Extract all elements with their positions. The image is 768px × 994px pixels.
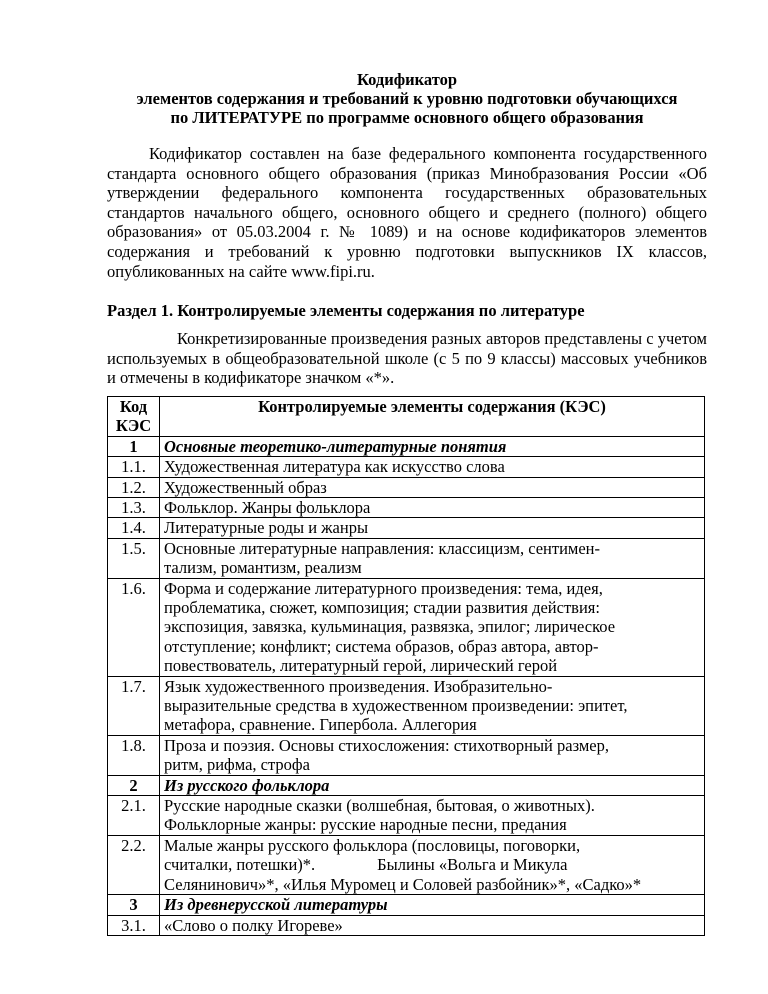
row-text-fragment: считалки, потешки)*.	[164, 855, 316, 875]
row-text: Основные теоретико-литературные понятия	[160, 436, 705, 456]
table-row	[108, 915, 705, 935]
table-row	[108, 578, 705, 676]
header-code	[108, 396, 160, 436]
row-text	[160, 735, 705, 775]
row-text-line: Малые жанры русского фольклора (пословицы, поговорки,	[164, 835, 581, 855]
row-code: 3	[108, 895, 160, 915]
row-text-fragment: Былины «Вольга и Микула	[377, 855, 568, 875]
row-text: Фольклор. Жанры фольклора	[160, 497, 705, 517]
document-heading	[107, 70, 707, 127]
table-row	[108, 497, 705, 517]
header-code-line-1: Код	[119, 396, 148, 416]
row-code: 2.1.	[108, 796, 160, 836]
row-text	[160, 796, 705, 836]
row-text: Из древнерусской литературы	[160, 895, 705, 915]
row-code: 1.5.	[108, 538, 160, 578]
row-text: Художественный образ	[160, 477, 705, 497]
row-code: 2	[108, 775, 160, 795]
row-text-line: тализм, романтизм, реализм	[164, 558, 362, 578]
table-row	[108, 895, 705, 915]
table-row	[108, 775, 705, 795]
row-text-line: метафора, сравнение. Гипербола. Аллегория	[164, 715, 477, 735]
row-text	[160, 538, 705, 578]
row-text-line: Основные литературные направления: классицизм, сентимен-	[164, 538, 601, 558]
table-row	[108, 436, 705, 456]
row-text: Художественная литература как искусство слова	[160, 457, 705, 477]
table-row	[108, 457, 705, 477]
row-code: 1.6.	[108, 578, 160, 676]
table-row	[108, 676, 705, 735]
row-code: 1.7.	[108, 676, 160, 735]
row-code: 1.1.	[108, 457, 160, 477]
row-text-line: повествователь, литературный герой, лирический герой	[164, 656, 558, 676]
row-text-line: отступление; конфликт; система образов, образ автора, автор-	[164, 636, 599, 656]
kes-table	[107, 396, 705, 936]
row-text-line: экспозиция, завязка, кульминация, развязка, эпилог; лирическое	[164, 617, 616, 637]
intro-paragraph	[107, 144, 707, 281]
row-text: Литературные роды и жанры	[160, 518, 705, 538]
table-row	[108, 477, 705, 497]
heading-line-2: элементов содержания и требований к уровню подготовки обучающихся	[136, 89, 678, 108]
table-row	[108, 835, 705, 894]
row-text-line: Русские народные сказки (волшебная, бытовая, о животных).	[164, 796, 595, 816]
row-text	[160, 835, 705, 894]
table-header-row	[108, 396, 705, 436]
row-code: 1	[108, 436, 160, 456]
row-text-line: ритм, рифма, строфа	[164, 755, 310, 775]
note-paragraph	[107, 329, 707, 388]
document-page	[107, 70, 707, 936]
row-text-line	[164, 855, 704, 874]
heading-line-3: по ЛИТЕРАТУРЕ по программе основного общего образования	[170, 108, 644, 127]
intro-text: Кодификатор составлен на базе федерального компонента государственного стандарта основного общего образования (приказ Минобразования России «Об утверждении федерального компонента государственных образовательных стандартов начального общего, основного общего и среднего (полного) общего образования» от 05.03.2004 г. № 1089) и на основе кодификаторов элементов содержания и требований к уровню подготовки выпускников IX классов, опубликованных на сайте www.fipi.ru.	[107, 144, 707, 281]
row-code: 1.3.	[108, 497, 160, 517]
row-text-line: Проза и поэзия. Основы стихосложения: стихотворный размер,	[164, 735, 609, 755]
row-code: 1.8.	[108, 735, 160, 775]
header-content: Контролируемые элементы содержания (КЭС)	[160, 396, 705, 436]
header-code-line-2: КЭС	[115, 416, 152, 436]
row-text: «Слово о полку Игореве»	[160, 915, 705, 935]
note-text: Конкретизированные произведения разных авторов представлены с учетом используемых в общеобразовательной школе (с 5 по 9 классы) массовых учебников и отмечены в кодификаторе значком «*».	[107, 329, 707, 388]
row-text	[160, 578, 705, 676]
section-title: Раздел 1. Контролируемые элементы содержания по литературе	[107, 301, 585, 321]
row-text	[160, 676, 705, 735]
row-text: Из русского фольклора	[160, 775, 705, 795]
table-row	[108, 796, 705, 836]
row-text-line: проблематика, сюжет, композиция; стадии развития действия:	[164, 598, 600, 617]
table-row	[108, 538, 705, 578]
row-text-line: Форма и содержание литературного произведения: тема, идея,	[164, 578, 603, 598]
row-code: 2.2.	[108, 835, 160, 894]
table-row	[108, 735, 705, 775]
row-text-line: Язык художественного произведения. Изобразительно-	[164, 676, 553, 696]
row-text-line: Селянинович»*, «Илья Муромец и Соловей разбойник»*, «Садко»*	[164, 874, 642, 894]
row-text-line: Фольклорные жанры: русские народные песни, предания	[164, 815, 567, 835]
row-code: 1.2.	[108, 477, 160, 497]
row-text-line: выразительные средства в художественном произведении: эпитет,	[164, 696, 628, 716]
row-code: 3.1.	[108, 915, 160, 935]
table-row	[108, 518, 705, 538]
heading-line-1: Кодификатор	[356, 70, 458, 89]
row-code: 1.4.	[108, 518, 160, 538]
